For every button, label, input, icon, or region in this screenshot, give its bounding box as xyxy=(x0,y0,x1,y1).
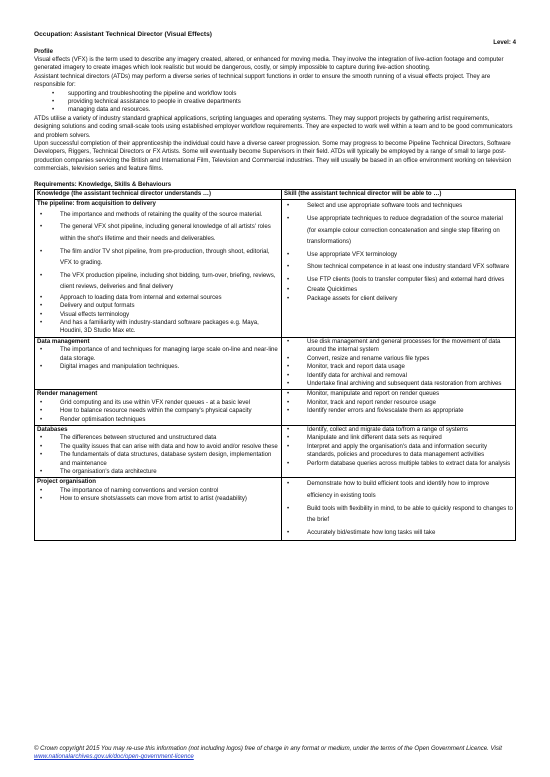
knowledge-item: • The general VFX shot pipeline, including general knowledge of all artists' roles within the shot's lifetime and their needs and deliverables. xyxy=(60,221,279,244)
knowledge-list xyxy=(37,346,279,371)
knowledge-cell xyxy=(35,478,282,541)
skill-item: • Accurately bid/estimate how long tasks will take xyxy=(307,527,513,539)
skill-item: • Use disk management and general processes for the movement of data around the internal system xyxy=(307,338,513,355)
requirements-table xyxy=(34,189,516,541)
section-heading: Render management xyxy=(37,390,98,398)
copyright-text: © Crown copyright 2015 You may re-use this information (not including logos) free of charge in any format or medium, under the terms of the Open Government Licence. Visit xyxy=(34,745,502,752)
knowledge-item: • The importance of and techniques for managing large scale on-line and near-line data storage. xyxy=(60,346,279,363)
skill-item: • Undertake final archiving and subsequent data restoration from archives xyxy=(307,380,513,388)
skill-cell xyxy=(282,478,516,541)
skill-item: • Demonstrate how to build efficient tools and identify how to improve efficiency in existing tools xyxy=(307,478,513,501)
profile-paragraph-1: Visual effects (VFX) is the term used to describe any imagery created, altered, or enhanced for moving media. They involve the integration of live-action footage and computer generated imagery to create images which look realistic but would be dangerous, costly, or simply impossible to capture during live-action shooting. xyxy=(34,55,504,72)
skill-item: • Manipulate and link different data sets as required xyxy=(307,434,513,442)
level-label: Level: 4 xyxy=(493,39,516,47)
knowledge-list xyxy=(37,209,279,336)
knowledge-item: • Digital images and manipulation techniques. xyxy=(60,363,279,371)
document-page xyxy=(34,30,516,541)
requirement-section-row xyxy=(35,478,516,541)
skill-cell xyxy=(282,425,516,477)
responsibility-item: • providing technical assistance to people in creative departments xyxy=(68,98,516,106)
requirement-section-row xyxy=(35,337,516,389)
knowledge-column-header: Knowledge (the assistant technical director understands …) xyxy=(35,190,282,200)
skill-item: • Monitor, track and report render resource usage xyxy=(307,399,513,407)
skill-item: • Identify, collect and migrate data to/from a range of systems xyxy=(307,426,513,434)
knowledge-item: • The quality issues that can arise with data and how to avoid and/or resolve these xyxy=(60,443,279,451)
knowledge-item: • The organisation's data architecture xyxy=(60,468,279,476)
skill-item: • Use FTP clients (tools to transfer computer files) and external hard drives xyxy=(307,274,513,286)
skill-item: • Identify render errors and fix/escalate them as appropriate xyxy=(307,407,513,415)
knowledge-item: • Render optimisation techniques xyxy=(60,416,279,424)
skill-list xyxy=(284,200,513,303)
knowledge-item: • The importance and methods of retaining the quality of the source material. xyxy=(60,209,279,221)
knowledge-cell xyxy=(35,390,282,426)
skill-column-header: Skill (the assistant technical director will be able to …) xyxy=(282,190,516,200)
skill-item: • Create Quicktimes xyxy=(307,286,513,294)
table-header-row xyxy=(35,190,516,200)
skill-item: • Perform database queries across multiple tables to extract data for analysis xyxy=(307,460,513,468)
knowledge-cell xyxy=(35,200,282,337)
responsibility-item: • supporting and troubleshooting the pipeline and workflow tools xyxy=(68,90,516,98)
knowledge-item: • Delivery and output formats xyxy=(60,302,279,310)
skill-list xyxy=(284,478,513,538)
knowledge-item: • How to ensure shots/assets can move from artist to artist (readability) xyxy=(60,495,279,503)
skill-cell xyxy=(282,390,516,426)
knowledge-item: • The fundamentals of data structures, database system design, implementation and maintenance xyxy=(60,451,279,468)
knowledge-item: • Approach to loading data from internal and external sources xyxy=(60,294,279,302)
copyright-footer xyxy=(34,745,516,762)
section-heading: Project organisation xyxy=(37,478,96,486)
skill-item: • Interpret and apply the organisation's data and information security standards, policies and procedures to data management activities xyxy=(307,443,513,460)
requirements-body xyxy=(35,200,516,541)
skill-item: • Monitor, manipulate and report on render queues xyxy=(307,390,513,398)
requirements-heading: Requirements: Knowledge, Skills & Behaviours xyxy=(34,180,172,188)
knowledge-item: • The importance of naming conventions and version control xyxy=(60,487,279,495)
skill-item: • Identify data for archival and removal xyxy=(307,372,513,380)
section-heading: The pipeline: from acquisition to delivery xyxy=(37,200,156,208)
responsibilities-list xyxy=(34,90,516,115)
knowledge-item: • And has a familiarity with industry-standard software packages e.g. Maya, Houdini, 3D Studio Max etc. xyxy=(60,319,279,336)
profile-paragraph-2: Assistant technical directors (ATDs) may perform a diverse series of technical support functions in order to ensure the smooth running of a visual effects project. They are responsible for: xyxy=(34,72,491,89)
knowledge-cell xyxy=(35,337,282,389)
skill-list xyxy=(284,426,513,468)
knowledge-item: • The VFX production pipeline, including shot bidding, turn-over, briefing, reviews, client reviews, deliveries and final delivery xyxy=(60,270,279,293)
skill-item: • Use appropriate techniques to reduce degradation of the source material (for example colour correction concatenation and single step filtering on transformations) xyxy=(307,213,513,248)
profile-paragraph-4: Upon successful completion of their apprenticeship the individual could have a diverse career progression. Some may progress to become Pipeline Technical Directors, Software Developers, Riggers, Technical Directors or FX Artists. Some will eventually become Supervisors in their field. ATDs will typically be employed by a range of small to large post-production companies servicing the British and International Film, Television and Commercial industries. They will usually be based in an office environment working on television commercials, television series and feature films. xyxy=(34,139,512,173)
skill-item: • Build tools with flexibility in mind, to be able to quickly respond to changes to the brief xyxy=(307,503,513,526)
responsibility-item: • managing data and resources. xyxy=(68,106,516,114)
profile-heading: Profile xyxy=(34,47,53,55)
knowledge-list xyxy=(37,487,279,504)
skill-list xyxy=(284,338,513,388)
occupation-title: Occupation: Assistant Technical Director (Visual Effects) xyxy=(34,31,212,38)
knowledge-list xyxy=(37,399,279,424)
knowledge-item: • Grid computing and its use within VFX render queues - at a basic level xyxy=(60,399,279,407)
knowledge-item: • The differences between structured and unstructured data xyxy=(60,434,279,442)
knowledge-cell xyxy=(35,425,282,477)
skill-cell xyxy=(282,200,516,337)
skill-item: • Use appropriate VFX terminology xyxy=(307,249,513,261)
requirement-section-row xyxy=(35,425,516,477)
skill-cell xyxy=(282,337,516,389)
skill-item: • Package assets for client delivery xyxy=(307,295,513,303)
knowledge-item: • Visual effects terminology xyxy=(60,311,279,319)
section-heading: Data management xyxy=(37,337,90,345)
profile-paragraph-3: ATDs utilise a variety of industry standard graphical applications, scripting languages and operating systems. They may support projects by gathering artist requirements, designing solutions and coding small-scale tools using established employer workflow requirements. They are expected to work well within a team and to be good communicators and problem solvers. xyxy=(34,114,513,139)
knowledge-list xyxy=(37,434,279,476)
skill-item: • Show technical competence in at least one industry standard VFX software xyxy=(307,261,513,273)
licence-link[interactable]: www.nationalarchives.gov.uk/doc/open-government-licence xyxy=(34,753,194,761)
section-heading: Databases xyxy=(37,425,68,433)
skill-list xyxy=(284,390,513,415)
knowledge-item: • The film and/or TV shot pipeline, from pre-production, through shoot, editorial, VFX to grading. xyxy=(60,246,279,269)
knowledge-item: • How to balance resource needs within the company's physical capacity xyxy=(60,407,279,415)
skill-item: • Convert, resize and rename various file types xyxy=(307,355,513,363)
requirement-section-row xyxy=(35,200,516,337)
requirement-section-row xyxy=(35,390,516,426)
skill-item: • Select and use appropriate software tools and techniques xyxy=(307,200,513,212)
skill-item: • Monitor, track and report data usage xyxy=(307,363,513,371)
